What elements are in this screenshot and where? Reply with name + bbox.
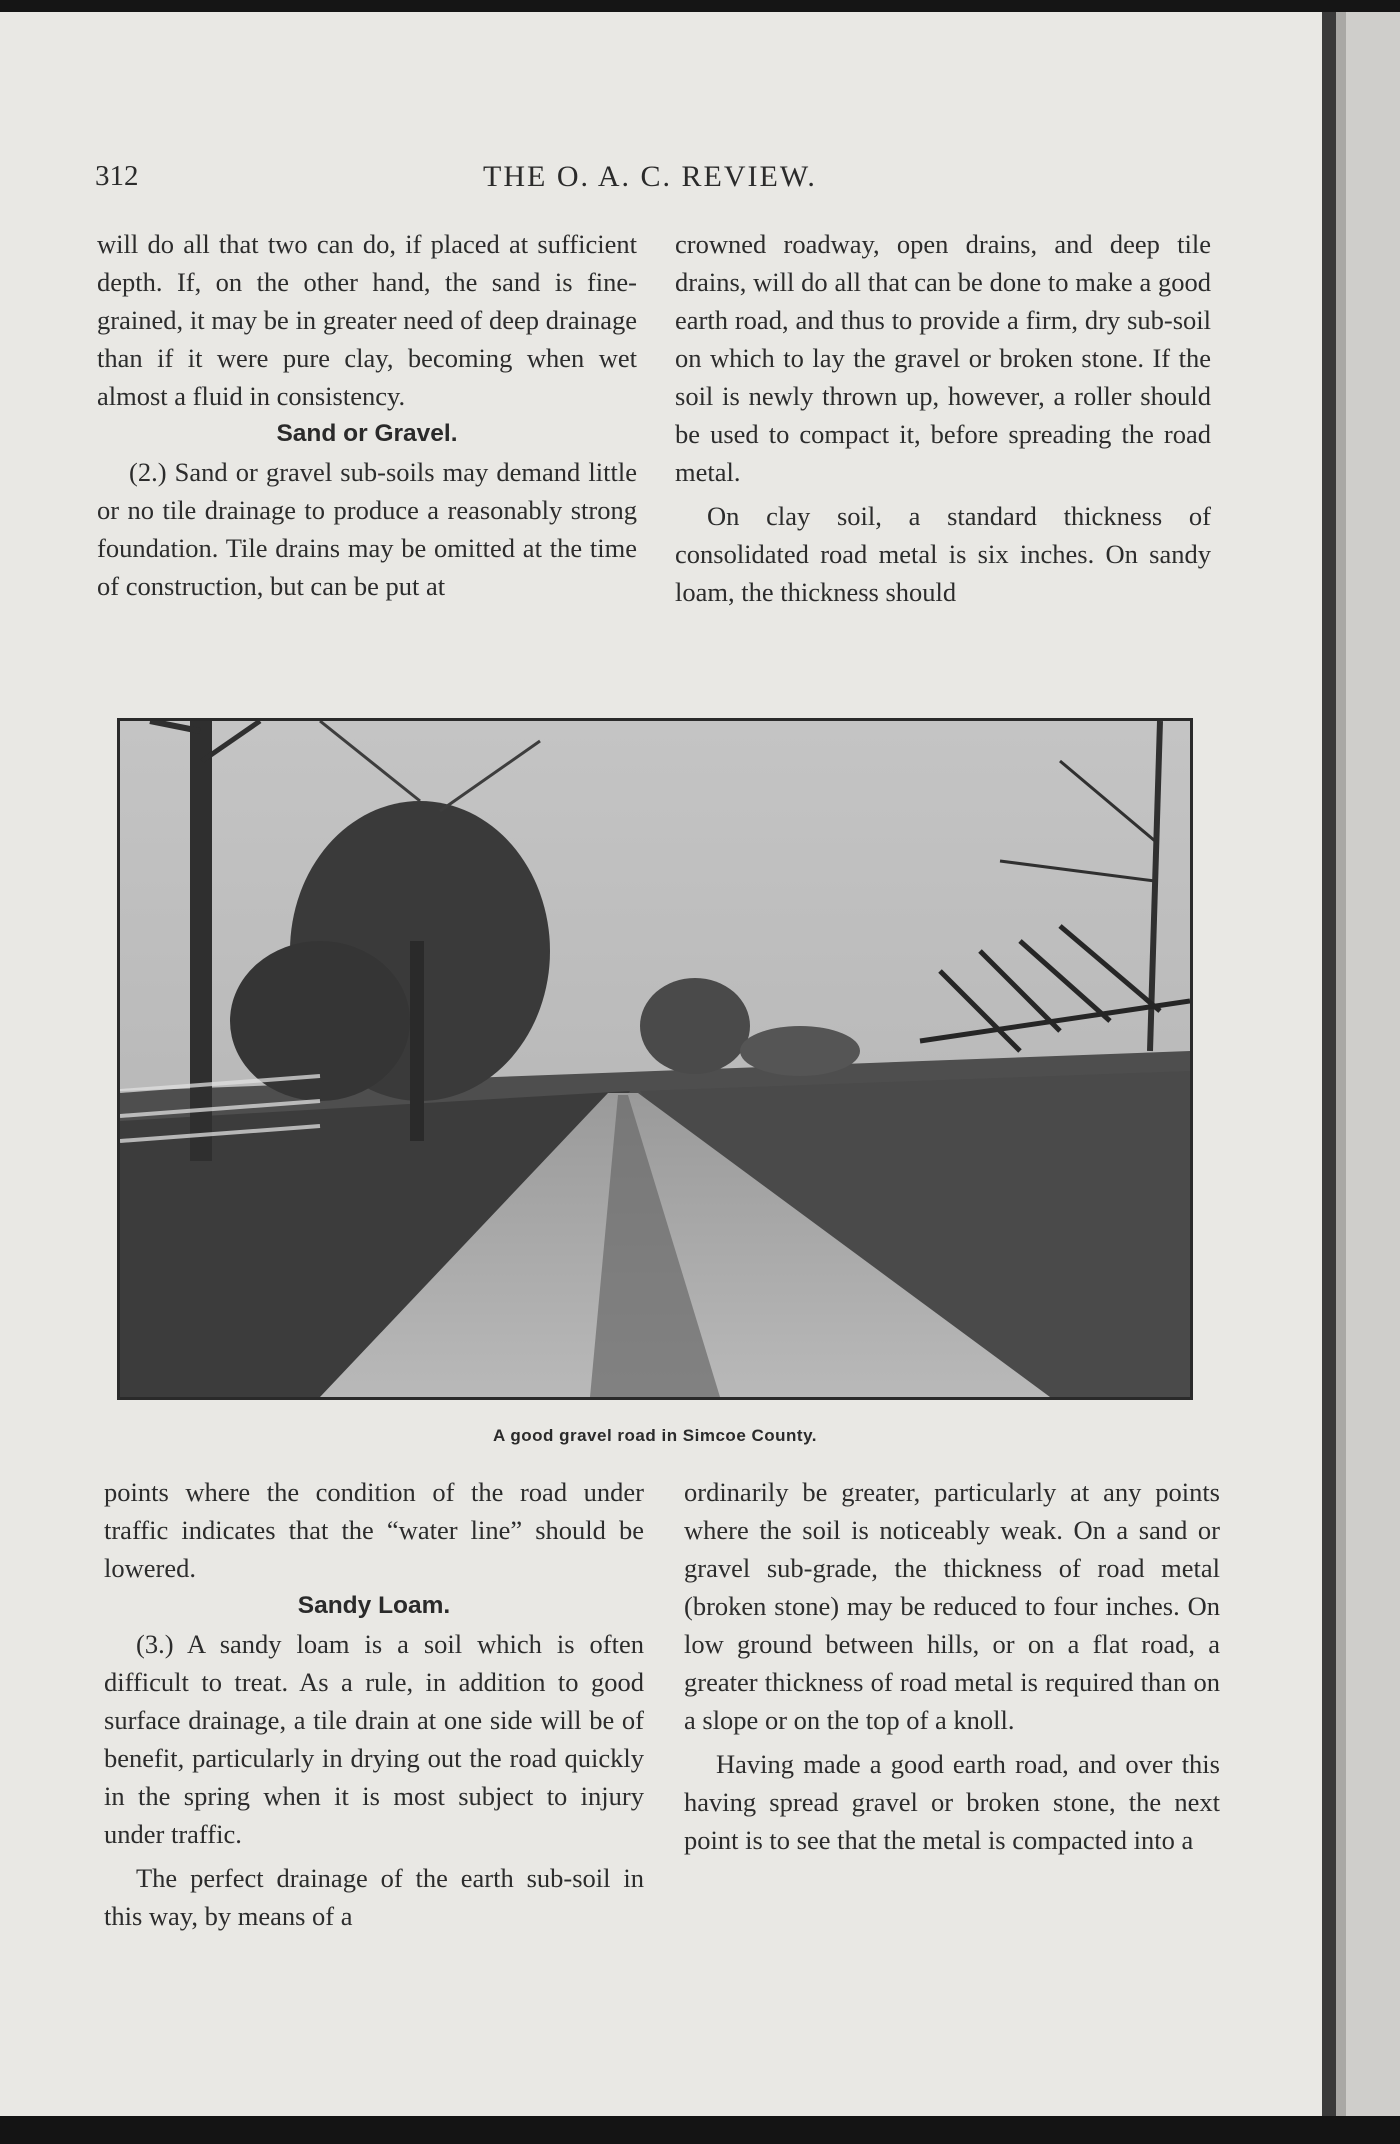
figure-caption: A good gravel road in Simcoe County. [492, 1426, 818, 1445]
section-heading: Sand or Gravel. [276, 420, 458, 447]
paragraph: (3.) A sandy loam is a soil which is often difficult to treat. As a rule, in addition to good surface drainage, a tile drain at one side will be of benefit, particularly in drying out the road quickly in the spring when it is most subject to injury under traffic. [104, 1629, 644, 1849]
column-bottom-right [684, 1473, 1220, 1859]
paragraph: (2.) Sand or gravel sub-soils may demand little or no tile drainage to produce a reasonably strong foundation. Tile drains may be omitted at the time of construction, but can be put at [97, 457, 637, 601]
paragraph: crowned roadway, open drains, and deep tile drains, will do all that can be done to make a good earth road, and thus to provide a firm, dry sub-soil on which to lay the gravel or broken stone. If the soil is newly thrown up, however, a roller should be used to compact it, before spreading the road metal. [675, 229, 1211, 487]
paragraph: Having made a good earth road, and over this having spread gravel or broken stone, the next point is to see that the metal is compacted into a [684, 1749, 1220, 1855]
paragraph: On clay soil, a standard thickness of consolidated road metal is six inches. On sandy loam, the thickness should [675, 501, 1211, 607]
gravel-road-photograph [117, 718, 1193, 1400]
page-number: 312 [95, 160, 139, 192]
page-header [95, 160, 1205, 200]
book-spine-shadow [1322, 12, 1336, 2118]
column-top-right [675, 225, 1211, 611]
section-heading: Sandy Loam. [297, 1592, 451, 1619]
paragraph: will do all that two can do, if placed at sufficient depth. If, on the other hand, the sand is fine-grained, it may be in greater need of deep drainage than if it were pure clay, becoming when wet almost a fluid in consistency. [97, 229, 637, 411]
scan-border-bottom [0, 2116, 1400, 2144]
paragraph: ordinarily be greater, particularly at any points where the soil is noticeably weak. On a sand or gravel sub-grade, the thickness of road metal (broken stone) may be reduced to four inches. On low ground between hills, or on a flat road, a greater thickness of road metal is required than on a slope or on the top of a knoll. [684, 1477, 1220, 1735]
paragraph: points where the condition of the road under traffic indicates that the “water line” should be lowered. [104, 1477, 644, 1583]
book-page-edge [1336, 12, 1400, 2118]
column-top-left [97, 225, 637, 605]
paragraph: The perfect drainage of the earth sub-soil in this way, by means of a [104, 1863, 644, 1931]
column-bottom-left [104, 1473, 644, 1935]
running-title: THE O. A. C. REVIEW. [483, 160, 817, 193]
